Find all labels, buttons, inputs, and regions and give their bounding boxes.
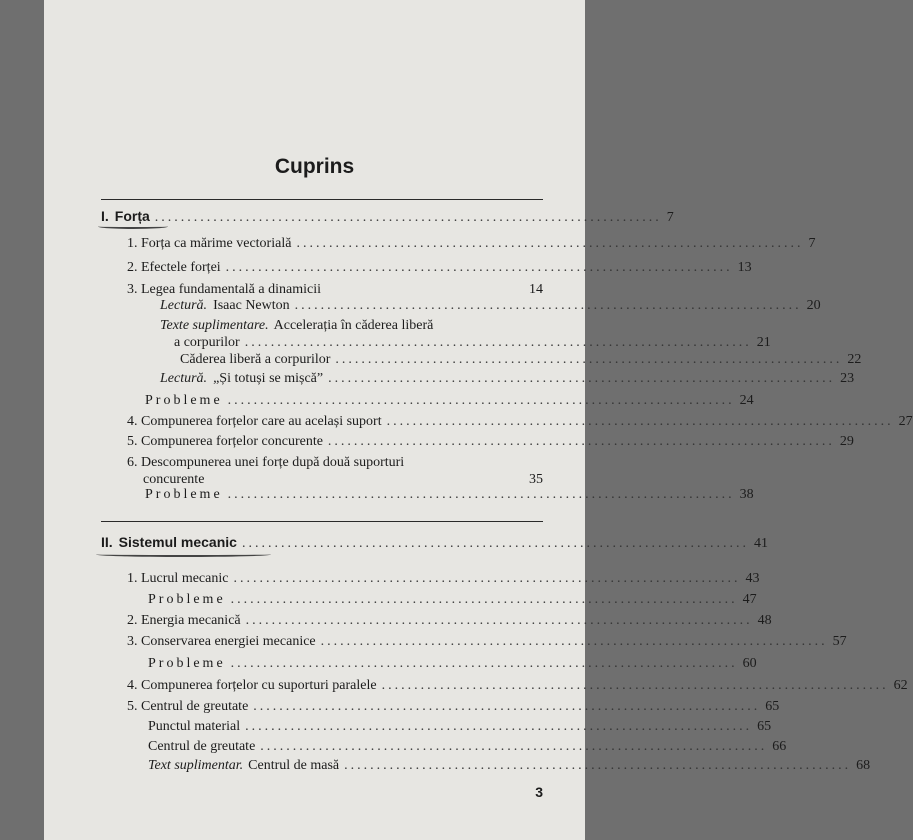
toc-entry: 2. Efectele forței .............................................................................. 13	[127, 260, 752, 275]
divider	[101, 199, 543, 200]
page-ref: 41	[753, 536, 768, 551]
pencil-underline	[96, 552, 271, 557]
chapter-number: II.	[101, 534, 113, 550]
toc-entry: 4. Compunerea forțelor cu suporturi paralele .............................................................................. 62	[127, 678, 908, 693]
chapter-number: I.	[101, 208, 109, 224]
toc-entry: 3. Conservarea energiei mecanice .............................................................................. 57	[127, 634, 847, 649]
page-ref: 7	[666, 210, 674, 225]
pencil-underline	[98, 224, 168, 229]
chapter-title: Forța	[114, 208, 150, 224]
page-number: 3	[535, 784, 543, 800]
toc-entry-problems: Probleme .............................................................................. 38	[145, 487, 754, 502]
toc-entry-problems: Probleme .............................................................................. 24	[145, 393, 754, 408]
book-page	[44, 0, 913, 840]
page-title: Cuprins	[274, 155, 355, 178]
toc-entry: Lectură. Isaac Newton .............................................................................. 20	[160, 298, 821, 313]
toc-entry: 6. Descompunerea unei forțe după două suporturi	[127, 455, 405, 470]
toc-entry-problems: Probleme .............................................................................. 47	[148, 592, 757, 607]
toc-entry: Lectură. „Și totuși se mișcă” .............................................................................. 23	[160, 371, 855, 386]
toc-entry: 4. Compunerea forțelor care au același suport .............................................................................. 27	[127, 414, 913, 429]
toc-entry-problems: Probleme .............................................................................. 60	[148, 656, 757, 671]
toc-entry: Căderea liberă a corpurilor .............................................................................. 22	[180, 352, 862, 367]
toc-chapter-2: II. Sistemul mecanic .............................................................................. 41	[101, 532, 543, 552]
toc-chapter-1: I. Forța .............................................................................. 7	[101, 206, 543, 226]
toc-entry: 5. Centrul de greutate .............................................................................. 65	[127, 699, 780, 714]
toc-entry: Texte suplimentare. Accelerația în căderea liberă	[160, 318, 434, 333]
toc-entry: 2. Energia mecanică .............................................................................. 48	[127, 613, 772, 628]
toc-entry-cont: a corpurilor .............................................................................. 21	[174, 335, 771, 350]
toc-entry: 3. Legea fundamentală a dinamicii 14	[127, 282, 543, 297]
toc-entry-cont: concurente 35	[143, 472, 543, 487]
divider	[101, 521, 543, 522]
toc-entry: 1. Forța ca mărime vectorială .............................................................................. 7	[127, 236, 816, 251]
chapter-title: Sistemul mecanic	[118, 534, 237, 550]
toc-entry: Centrul de greutate .............................................................................. 66	[148, 739, 787, 754]
toc-entry: 5. Compunerea forțelor concurente .............................................................................. 29	[127, 434, 854, 449]
toc-entry: 1. Lucrul mecanic .............................................................................. 43	[127, 571, 760, 586]
toc-entry: Text suplimentar. Centrul de masă .............................................................................. 68	[148, 758, 871, 773]
toc-entry: Punctul material .............................................................................. 65	[148, 719, 772, 734]
